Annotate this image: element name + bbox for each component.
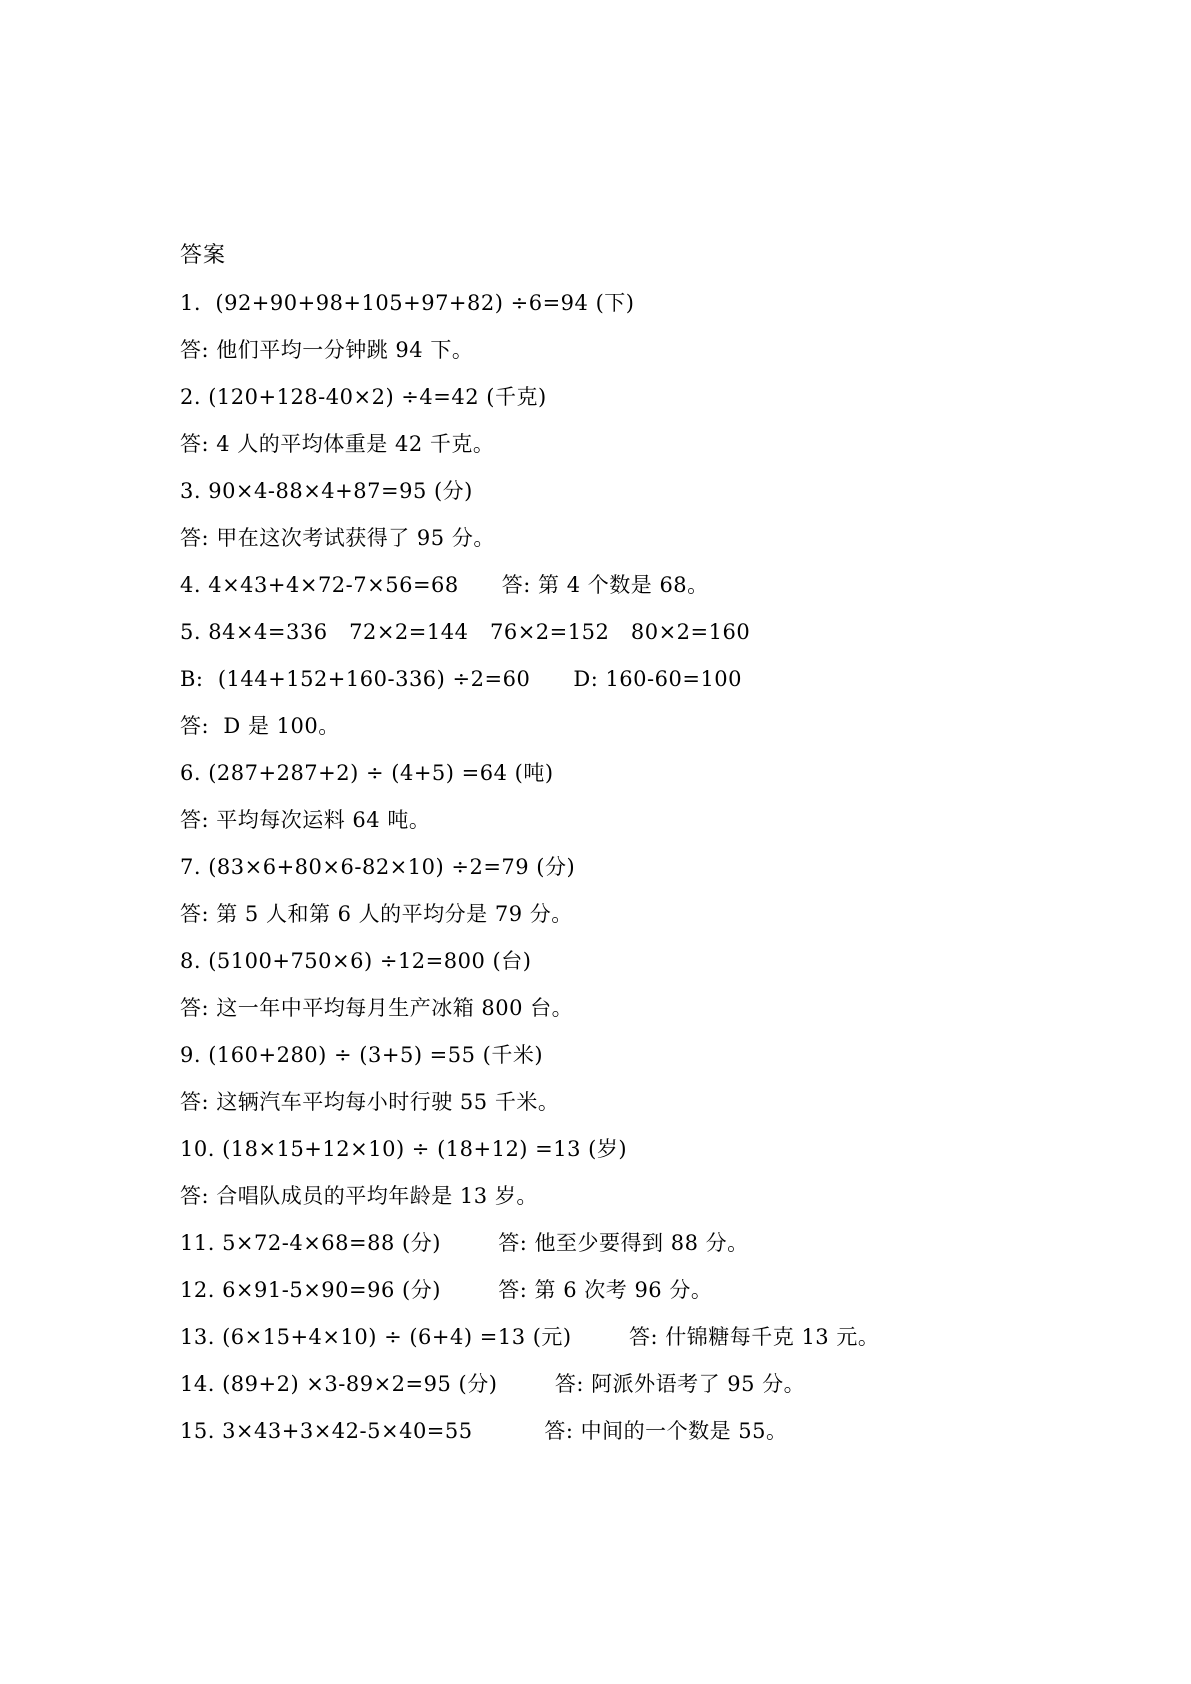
answer-line-16: 答: 这一年中平均每月生产冰箱 800 台。 xyxy=(180,996,574,1020)
answer-section xyxy=(180,240,1110,1462)
answer-line-4: 答: 4 人的平均体重是 42 千克。 xyxy=(180,432,495,456)
answer-line-14: 答: 第 5 人和第 6 人的平均分是 79 分。 xyxy=(180,902,573,926)
answer-line-10: 答: D 是 100。 xyxy=(180,714,340,738)
answer-line-15: 8. (5100+750×6) ÷12=800 (台) xyxy=(180,949,532,973)
answer-line-21: 11. 5×72-4×68=88 (分) 答: 他至少要得到 88 分。 xyxy=(180,1231,749,1255)
answer-line-25: 15. 3×43+3×42-5×40=55 答: 中间的一个数是 55。 xyxy=(180,1419,788,1443)
answer-line-9: B: (144+152+160-336) ÷2=60 D: 160-60=100 xyxy=(180,667,743,691)
answer-line-8: 5. 84×4=336 72×2=144 76×2=152 80×2=160 xyxy=(180,620,751,644)
answer-line-20: 答: 合唱队成员的平均年龄是 13 岁。 xyxy=(180,1184,538,1208)
answer-line-18: 答: 这辆汽车平均每小时行驶 55 千米。 xyxy=(180,1090,560,1114)
answer-line-19: 10. (18×15+12×10) ÷ (18+12) =13 (岁) xyxy=(180,1137,628,1161)
answer-line-17: 9. (160+280) ÷ (3+5) =55 (千米) xyxy=(180,1043,544,1067)
answer-line-3: 2. (120+128-40×2) ÷4=42 (千克) xyxy=(180,385,547,409)
answer-line-2: 答: 他们平均一分钟跳 94 下。 xyxy=(180,338,474,362)
answer-line-24: 14. (89+2) ×3-89×2=95 (分) 答: 阿派外语考了 95 分。 xyxy=(180,1372,806,1396)
answer-line-11: 6. (287+287+2) ÷ (4+5) =64 (吨) xyxy=(180,761,554,785)
answer-line-12: 答: 平均每次运料 64 吨。 xyxy=(180,808,431,832)
answer-line-23: 13. (6×15+4×10) ÷ (6+4) =13 (元) 答: 什锦糖每千克 13 元。 xyxy=(180,1325,880,1349)
answer-line-6: 答: 甲在这次考试获得了 95 分。 xyxy=(180,526,495,550)
answer-line-22: 12. 6×91-5×90=96 (分) 答: 第 6 次考 96 分。 xyxy=(180,1278,713,1302)
answer-line-13: 7. (83×6+80×6-82×10) ÷2=79 (分) xyxy=(180,855,576,879)
answer-line-7: 4. 4×43+4×72-7×56=68 答: 第 4 个数是 68。 xyxy=(180,573,709,597)
answer-line-1: 1. (92+90+98+105+97+82) ÷6=94 (下) xyxy=(180,291,635,315)
answer-heading: 答案 xyxy=(180,243,227,268)
answer-line-5: 3. 90×4-88×4+87=95 (分) xyxy=(180,479,473,503)
